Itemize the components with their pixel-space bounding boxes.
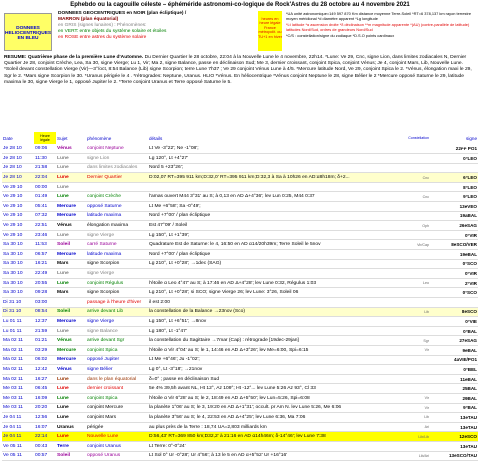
row-details: l'étoile α Vir 6°28' au S; le 2, 18:49 en AD Δ+5°50'; lev Lun=5:26, Spi=6:08 <box>148 393 388 403</box>
summary-text: Du Dernier Quartier le 28 octobre, 22:04 à la Nouvelle Lune le 4 novembre, 22h14. *Lune: Ve 29, Cnc, signe Lion, dans limites zodiacales N, Dernier Quartier Je 28, conjoint Crèche, Lea, Sa 30, signe Vierge; Lu 1, Vir; Ma 2, signe Balance, passe en déclinaison Sud; Me 3, dernier croissant, conjoint Spica, conjoint Vénus; Je 4, conjoint Mars, Lib, Nouvelle Lune. *Soleil devant constellation Vierge (Vir)—3°/oct, 8:54 Balance (Lib) signe Scorpion; terre Lune 7h37 ; Ve 29 conjoint Vénus Lune à 4/5. *Mercure latitude Nord, Ve 29, conjoint Spica le 2. *Vénus, élongation maxi le 29, Sgr le 2. *Mars signe Scorpion le 30. *Uranus périgée le 4 . *rétrogrades: Neptune, Uranus. HLIO *Vénus. En héliocentrique *Vénus conjoint Neptune le 28, signe Bélier le 2 *Mercure opposé Saturne le 29, latitude maxima le 30, signe Vierge le 1, opposé Jupiter le 2. *Terre conjoint Uranus et Terre opposé Saturne le 5. <box>4 55 472 85</box>
row-time: 03:29 <box>34 345 56 355</box>
row-sign: 2°VIR <box>430 278 478 288</box>
row-details: l'amas ouvert M44 3°31' au S; à 0,13 en AD Δ+4°36'; lev Lun 0:25, M44 0:37 <box>148 192 388 202</box>
row-constellation <box>388 298 430 308</box>
row-details: Nord 5 +23°26'; <box>148 163 388 173</box>
row-details <box>148 182 388 192</box>
row-constellation <box>388 202 430 212</box>
row-details: Lt Ve -3°22'; Ne -1°08'; <box>148 144 388 154</box>
row-phenomenon: conjoint Régulus <box>86 278 148 288</box>
row-phenomenon: signe Vierge <box>86 269 148 279</box>
row-details: la planète 1°06' au S; le 3, 19:20 en AD Δ+1°31'; occult. pr Am N. lev Lune 5:26, Me 6:06 <box>148 403 388 413</box>
row-sign: 9°LEO <box>430 192 478 202</box>
row-date: Lu 01 11 <box>2 317 34 327</box>
row-sign: 0°VIE <box>430 317 478 327</box>
row-subject: Lune <box>56 326 86 336</box>
row-subject: Lune <box>56 182 86 192</box>
row-phenomenon: conjoint Mercure <box>86 403 148 413</box>
legend-equatorial: MARRON (plan équatorial) <box>58 17 119 22</box>
abbreviations <box>286 11 476 38</box>
row-subject: Mercure <box>56 211 86 221</box>
row-date: Sa 30 10 <box>2 240 34 250</box>
row-date: Ma 02 11 <box>2 355 34 365</box>
row-sign: 0°VIR <box>430 269 478 279</box>
row-subject: Mars <box>56 259 86 269</box>
row-sign: 4aVIE/PO1 <box>430 355 478 365</box>
row-sign: 29BAL <box>430 393 478 403</box>
row-details: Lg 120°, Lt +4°27' <box>148 154 388 164</box>
row-date: Me 03 11 <box>2 393 34 403</box>
table-row <box>2 154 478 164</box>
row-details <box>148 269 388 279</box>
row-phenomenon: conjoint Mars <box>86 413 148 423</box>
row-time: 09:06 <box>34 144 56 154</box>
row-subject: Mercure <box>56 355 86 365</box>
row-subject: Lune <box>56 403 86 413</box>
row-subject: Mercure <box>56 202 86 212</box>
row-details: Lt Me +6°58'; Sa -0°49'; <box>148 202 388 212</box>
row-sign: 19aBAL <box>430 211 478 221</box>
table-row <box>2 413 478 423</box>
col-date: Date <box>3 135 13 141</box>
row-subject: Vénus <box>56 365 86 375</box>
row-time: 11:30 <box>34 154 56 164</box>
row-subject: Lune <box>56 269 86 279</box>
row-constellation: Leo <box>388 278 430 288</box>
row-constellation: Cnc <box>388 173 430 183</box>
row-sign: 13eTAU <box>430 441 478 451</box>
row-phenomenon: conjoint Uranus <box>86 441 148 451</box>
row-time: 22:49 <box>34 269 56 279</box>
row-date: Je 04 11 <box>2 432 34 442</box>
row-constellation <box>388 384 430 394</box>
color-legend <box>58 11 256 41</box>
row-details: Lt Sol 0° Ur -0°28'; Ur 4°56'; à 13 le 5 en AD α+5°52' Ur +16°16' <box>148 451 388 461</box>
row-details: la constellation du Sagittaire →7mar (Cap) : rétrograde [19dec-29jan] <box>148 336 388 346</box>
row-constellation <box>388 211 430 221</box>
row-details: la constellation de la Balance →23nov (Sco) <box>148 307 388 317</box>
table-row <box>2 173 478 183</box>
row-constellation <box>388 355 430 365</box>
row-sign <box>430 163 478 173</box>
row-constellation: Lib/Lib <box>388 432 430 442</box>
row-constellation <box>388 288 430 298</box>
row-time: 00:00 <box>34 182 56 192</box>
table-row <box>2 384 478 394</box>
row-date: Di 31 10 <box>2 307 34 317</box>
row-date: Ve 29 10 <box>2 230 34 240</box>
row-constellation: Vir/Cap <box>388 240 430 250</box>
row-sign: 9eBAL <box>430 345 478 355</box>
row-subject: Mercure <box>56 345 86 355</box>
row-subject: Uranus <box>56 422 86 432</box>
row-date: Je 28 10 <box>2 163 34 173</box>
row-constellation: Sgr <box>388 336 430 346</box>
row-constellation: Lib <box>388 413 430 423</box>
row-subject <box>56 298 86 308</box>
row-constellation: Vir <box>388 393 430 403</box>
row-sign: 0°LEO <box>430 154 478 164</box>
row-phenomenon: signe Bélier <box>86 365 148 375</box>
row-time: 22:04 <box>34 173 56 183</box>
row-time: 12:37 <box>34 317 56 327</box>
row-phenomenon: signe Vierge <box>86 230 148 240</box>
row-date: Je 04 11 <box>2 422 34 432</box>
row-phenomenon: conjoint Spica <box>86 345 148 355</box>
row-details: Quadrature Est de Saturne: le 4, 16:50 en AD α14/20h39m; Terre Soleil le 5nov <box>148 240 388 250</box>
row-sign: 8eSCO <box>430 307 478 317</box>
row-phenomenon: élongation maxima <box>86 221 148 231</box>
row-time: 22:51 <box>34 221 56 231</box>
row-phenomenon: signe Vierge <box>86 317 148 327</box>
row-date: Ve 29 10 <box>2 202 34 212</box>
table-body <box>2 144 478 461</box>
row-date: Ve 29 10 <box>2 211 34 221</box>
row-subject: Lune <box>56 278 86 288</box>
table-row <box>2 422 478 432</box>
abbreviations-2: *Lt latitude *α ascension droite *δ déclinaison **m magnitude apparente *(AU) (contre-parallèle de latitude) latitudes Nord/Sud, ordres de grandeurs Nord/Sud <box>286 21 470 33</box>
col-constellation: Constellation <box>408 136 429 140</box>
row-sign: 8eSCO/VER <box>430 240 478 250</box>
table-row <box>2 259 478 269</box>
row-sign: 26eSAG <box>430 221 478 231</box>
row-sign: 19eBAL <box>430 250 478 260</box>
row-sign <box>430 298 478 308</box>
row-details: Lg 150°, Lt +1°39'; <box>148 230 388 240</box>
row-constellation <box>388 182 430 192</box>
row-sign: 11eBAL <box>430 374 478 384</box>
row-date: Ve 29 10 <box>2 221 34 231</box>
row-constellation: Lib/Ari <box>388 451 430 461</box>
row-time: 03:00 <box>34 298 56 308</box>
row-subject: Soleil <box>56 307 86 317</box>
row-phenomenon: dernier croissant <box>86 384 148 394</box>
row-date: Ma 02 11 <box>2 336 34 346</box>
row-date: Ma 02 11 <box>2 345 34 355</box>
row-time: 21:59 <box>34 326 56 336</box>
table-row <box>2 298 478 308</box>
row-constellation: Oph <box>388 221 430 231</box>
row-date: Ve 05 11 <box>2 451 34 461</box>
col-details: détails <box>149 135 163 141</box>
row-constellation <box>388 269 430 279</box>
table-row <box>2 192 478 202</box>
table-row <box>2 307 478 317</box>
row-time: 00:57 <box>34 451 56 461</box>
row-constellation <box>388 154 430 164</box>
row-time: 20:20 <box>34 403 56 413</box>
row-details: D:02,07 RT=395 911 km;D:32,0' RT=395 911 km;D:32,3 à Sa à 10h26 en AD:α8h18m; δ+2... <box>148 173 388 183</box>
table-row <box>2 211 478 221</box>
row-subject: Lune <box>56 432 86 442</box>
row-sign: 25BAL <box>430 384 478 394</box>
table-row <box>2 374 478 384</box>
row-phenomenon: signe Balance <box>86 326 148 336</box>
row-date: Lu 01 11 <box>2 326 34 336</box>
row-time: 21:58 <box>34 163 56 173</box>
row-date: Je 28 10 <box>2 144 34 154</box>
row-constellation <box>388 365 430 375</box>
row-constellation <box>388 163 430 173</box>
row-date: Sa 30 10 <box>2 288 34 298</box>
row-constellation: Ari <box>388 422 430 432</box>
row-details: il est 2:00 <box>148 298 388 308</box>
col-time: Heure légale <box>34 132 56 144</box>
legend-stars: en VERT: entre objets du système solaire et étoiles <box>58 29 167 34</box>
row-sign: 13eTAU <box>430 413 478 423</box>
row-subject: Soleil <box>56 451 86 461</box>
row-details: D:56,43' RT=369 850 km;D32,2' à 21:16 en AD α14h46m; δ-14°46'; lev Lune 7:38 <box>148 432 388 442</box>
row-time: 16:09 <box>34 393 56 403</box>
row-time: 12:56 <box>34 413 56 423</box>
row-sign: 9°BAL <box>430 403 478 413</box>
table-row <box>2 365 478 375</box>
row-details: l'étoile α Leo 4°47' au S; à 17:46 en AD Δ+4°28'; lev Lune 0:32, Régulus 1:03 <box>148 278 388 288</box>
table-row <box>2 240 478 250</box>
row-subject: Lune <box>56 374 86 384</box>
legend-header <box>4 11 476 55</box>
row-details: l'étoile α Vir 4°04' au S; le 1, 14:46 en AD Δ+3°26'; lev Me=6:00, Spi=6:15 <box>148 345 388 355</box>
row-details: 5e 4% 39,5h avant NL, Ht 12°, Az 109°; Ht -12°... lev Lune 5:26 Az 93°, Cl 33 <box>148 384 388 394</box>
row-phenomenon: signe Lion <box>86 154 148 164</box>
row-details: Nord +7°00' / plan écliptique <box>148 250 388 260</box>
row-time: 16:27 <box>34 374 56 384</box>
row-constellation <box>388 441 430 451</box>
abbreviations-1: *UA unité astronomique=149 597 870 Km distance moyenne Terre-Soleil *RT=6 378,137 km rayon terrestre moyen méridional *d diamètre apparent *Lg longitude <box>286 11 471 22</box>
row-phenomenon: conjoint Neptune <box>86 144 148 154</box>
row-sign: 0°BEL <box>430 365 478 375</box>
row-details: Lg 210°, Lt +0°28'; →1dec (SAG) <box>148 259 388 269</box>
row-sign: 0°SCO <box>430 288 478 298</box>
row-phenomenon: Nouvelle Lune <box>86 432 148 442</box>
row-date: Ma 02 11 <box>2 374 34 384</box>
row-constellation: Vir <box>388 403 430 413</box>
row-date: Ve 29 10 <box>2 192 34 202</box>
row-date: Je 04 11 <box>2 413 34 423</box>
row-time: 00:43 <box>34 441 56 451</box>
row-constellation: Lib <box>388 307 430 317</box>
table-row <box>2 288 478 298</box>
row-subject: Lune <box>56 393 86 403</box>
table-row <box>2 336 478 346</box>
row-phenomenon: dans le plan équatorial <box>86 374 148 384</box>
abbreviations-3: *C/S : constellation/signe du zodiaque *D.S.O points cardinaux <box>286 32 395 38</box>
row-subject: Mercure <box>56 317 86 327</box>
row-date: Di 31 10 <box>2 298 34 308</box>
row-sign: 0°VIR <box>430 230 478 240</box>
row-details: Lg 0°, Lt -3°18'; →21nov <box>148 365 388 375</box>
table-header <box>2 132 478 144</box>
row-time: 06:02 <box>34 355 56 365</box>
row-sign: 13eVEO <box>430 202 478 212</box>
row-phenomenon: passage à l'heure d'hiver <box>86 298 148 308</box>
row-phenomenon: conjoint Spica <box>86 393 148 403</box>
row-time: 08:54 <box>34 307 56 317</box>
row-details: Lg 210°, Lt +0°28'; si SCO; signe Vierge 26; lev Lune: 3°26, Soleil 06 <box>148 288 388 298</box>
row-date: Ve 29 10 <box>2 182 34 192</box>
summary-label: RESUME: Quatrième phase de la première Lune d'Automne. <box>4 55 144 60</box>
row-phenomenon: conjoint Crèche <box>86 192 148 202</box>
row-sign: 8°LEO <box>430 182 478 192</box>
row-details: la planète 3°56' au S; le 4, 22:53 en AD Δ+4°25'; lev Lune 6:36, Ma 7:06 <box>148 413 388 423</box>
row-details: δ=0° ; passe en déclinaison Sud <box>148 374 388 384</box>
row-time: 16:07 <box>34 422 56 432</box>
row-sign: 0°SCO <box>430 259 478 269</box>
row-phenomenon: latitude maxima <box>86 211 148 221</box>
row-date: Sa 30 10 <box>2 259 34 269</box>
row-time: 01:21 <box>34 336 56 346</box>
row-details: Lt Terre: 0°-0°24' <box>148 441 388 451</box>
row-phenomenon: opposé Uranus <box>86 451 148 461</box>
row-date: Sa 30 10 <box>2 269 34 279</box>
col-sign: signe <box>466 135 477 141</box>
row-date: Je 28 10 <box>2 154 34 164</box>
row-date: Sa 30 10 <box>2 278 34 288</box>
row-constellation <box>388 250 430 260</box>
row-phenomenon: Dernier Quartier <box>86 173 148 183</box>
row-phenomenon: opposé Jupiter <box>86 355 148 365</box>
table-row <box>2 144 478 154</box>
row-time: 06:45 <box>34 384 56 394</box>
table-row <box>2 278 478 288</box>
table-row <box>2 451 478 461</box>
table-row <box>2 345 478 355</box>
table-row <box>2 403 478 413</box>
row-phenomenon: arrive devant Sgr <box>86 336 148 346</box>
row-phenomenon: arrive devant Lib <box>86 307 148 317</box>
row-time: 23:46 <box>34 230 56 240</box>
row-subject: Lune <box>56 413 86 423</box>
row-sign: 13eSCO/TAU <box>430 451 478 461</box>
col-phenomenon: phénomène <box>87 135 112 141</box>
row-phenomenon <box>86 182 148 192</box>
row-constellation: Cnc <box>388 192 430 202</box>
table-row <box>2 326 478 336</box>
row-subject: Lune <box>56 230 86 240</box>
row-phenomenon: latitude maxima <box>86 250 148 260</box>
row-time: 05:41 <box>34 202 56 212</box>
table-row <box>2 393 478 403</box>
ephemeris-table <box>2 132 478 461</box>
row-date: Ve 05 11 <box>2 441 34 451</box>
row-time: 07:32 <box>34 211 56 221</box>
row-details: Est 47°09' / Soleil <box>148 221 388 231</box>
table-row <box>2 202 478 212</box>
row-date: Me 03 11 <box>2 384 34 394</box>
row-constellation <box>388 374 430 384</box>
row-constellation <box>388 317 430 327</box>
row-constellation: Vir <box>388 345 430 355</box>
row-subject: Vénus <box>56 144 86 154</box>
row-phenomenon: carré Saturne <box>86 240 148 250</box>
row-time: 09:28 <box>34 288 56 298</box>
row-constellation <box>388 144 430 154</box>
row-subject: Soleil <box>56 240 86 250</box>
table-row <box>2 441 478 451</box>
table-row <box>2 432 478 442</box>
row-sign: 27eSAG <box>430 336 478 346</box>
row-subject: Mars <box>56 288 86 298</box>
row-time: 01:49 <box>34 192 56 202</box>
row-phenomenon: opposé Saturne <box>86 202 148 212</box>
row-subject: Lune <box>56 154 86 164</box>
row-time: 12:42 <box>34 365 56 375</box>
row-sign: 0°BAL <box>430 326 478 336</box>
row-subject: Lune <box>56 192 86 202</box>
table-row <box>2 269 478 279</box>
table-row <box>2 355 478 365</box>
row-sign: 6°LEO <box>430 173 478 183</box>
table-row <box>2 250 478 260</box>
row-time: 20:55 <box>34 278 56 288</box>
row-date: Ma 02 11 <box>2 365 34 375</box>
time-legend-box: heures en heure légale France métropolit. ou TU+1 en hiver <box>258 11 282 51</box>
legend-geocentric: DONNEES GEOCENTRIQUES en NOIR (plan écliptique) / <box>58 11 187 16</box>
table-row <box>2 230 478 240</box>
col-subject: Sujet <box>57 135 68 141</box>
row-phenomenon: signe Scorpion <box>86 288 148 298</box>
row-details: au plus près de la Terre : 18,74 UA=2,803 milliards km <box>148 422 388 432</box>
legend-solar-system: en ROSE entre astres du système solaire <box>58 35 147 40</box>
row-time: 22:14 <box>34 432 56 442</box>
row-subject: Lune <box>56 163 86 173</box>
row-time: 16:21 <box>34 259 56 269</box>
table-row <box>2 182 478 192</box>
row-date: Sa 30 10 <box>2 250 34 260</box>
row-subject: Lune <box>56 384 86 394</box>
row-date: Me 03 11 <box>2 403 34 413</box>
row-time: 06:57 <box>34 250 56 260</box>
row-details: Lt Me +6°46'; Ju -1°02'; <box>148 355 388 365</box>
table-row <box>2 163 478 173</box>
row-details: Nord +7°00' / plan écliptique <box>148 211 388 221</box>
row-sign: 13eTAU <box>430 422 478 432</box>
row-subject: Lune <box>56 173 86 183</box>
row-phenomenon: périgée <box>86 422 148 432</box>
row-constellation <box>388 230 430 240</box>
row-subject: Terre <box>56 441 86 451</box>
row-details: Lg 180°, Lt -1°47' <box>148 326 388 336</box>
row-constellation <box>388 259 430 269</box>
table-row <box>2 221 478 231</box>
row-details: Lg 150°, Lt +6°51'; →8nov <box>148 317 388 327</box>
row-subject: Vénus <box>56 221 86 231</box>
table-row <box>2 317 478 327</box>
summary <box>4 55 476 86</box>
row-sign: 12eSCO <box>430 432 478 442</box>
row-constellation <box>388 326 430 336</box>
heliocentric-legend-box: DONNEES HELIOCENTRIQUES EN BLEU <box>4 13 52 51</box>
row-subject: Mercure <box>56 250 86 260</box>
row-date: Je 28 10 <box>2 173 34 183</box>
row-subject: Vénus <box>56 336 86 346</box>
legend-lunar-signs: en GRIS (signes lunaires) : Phénomènes: <box>58 23 147 28</box>
row-phenomenon: dans limites zodiacales <box>86 163 148 173</box>
row-phenomenon: signe Scorpion <box>86 259 148 269</box>
row-time: 11:53 <box>34 240 56 250</box>
row-sign: 22ᴘᴘ PO1 <box>430 144 478 154</box>
page-title: Ephebdo ou la cagouille céleste – éphéméride astronomi-co-logique de Rock'Astres du 28 octobre au 4 novembre 2021 <box>70 2 410 8</box>
